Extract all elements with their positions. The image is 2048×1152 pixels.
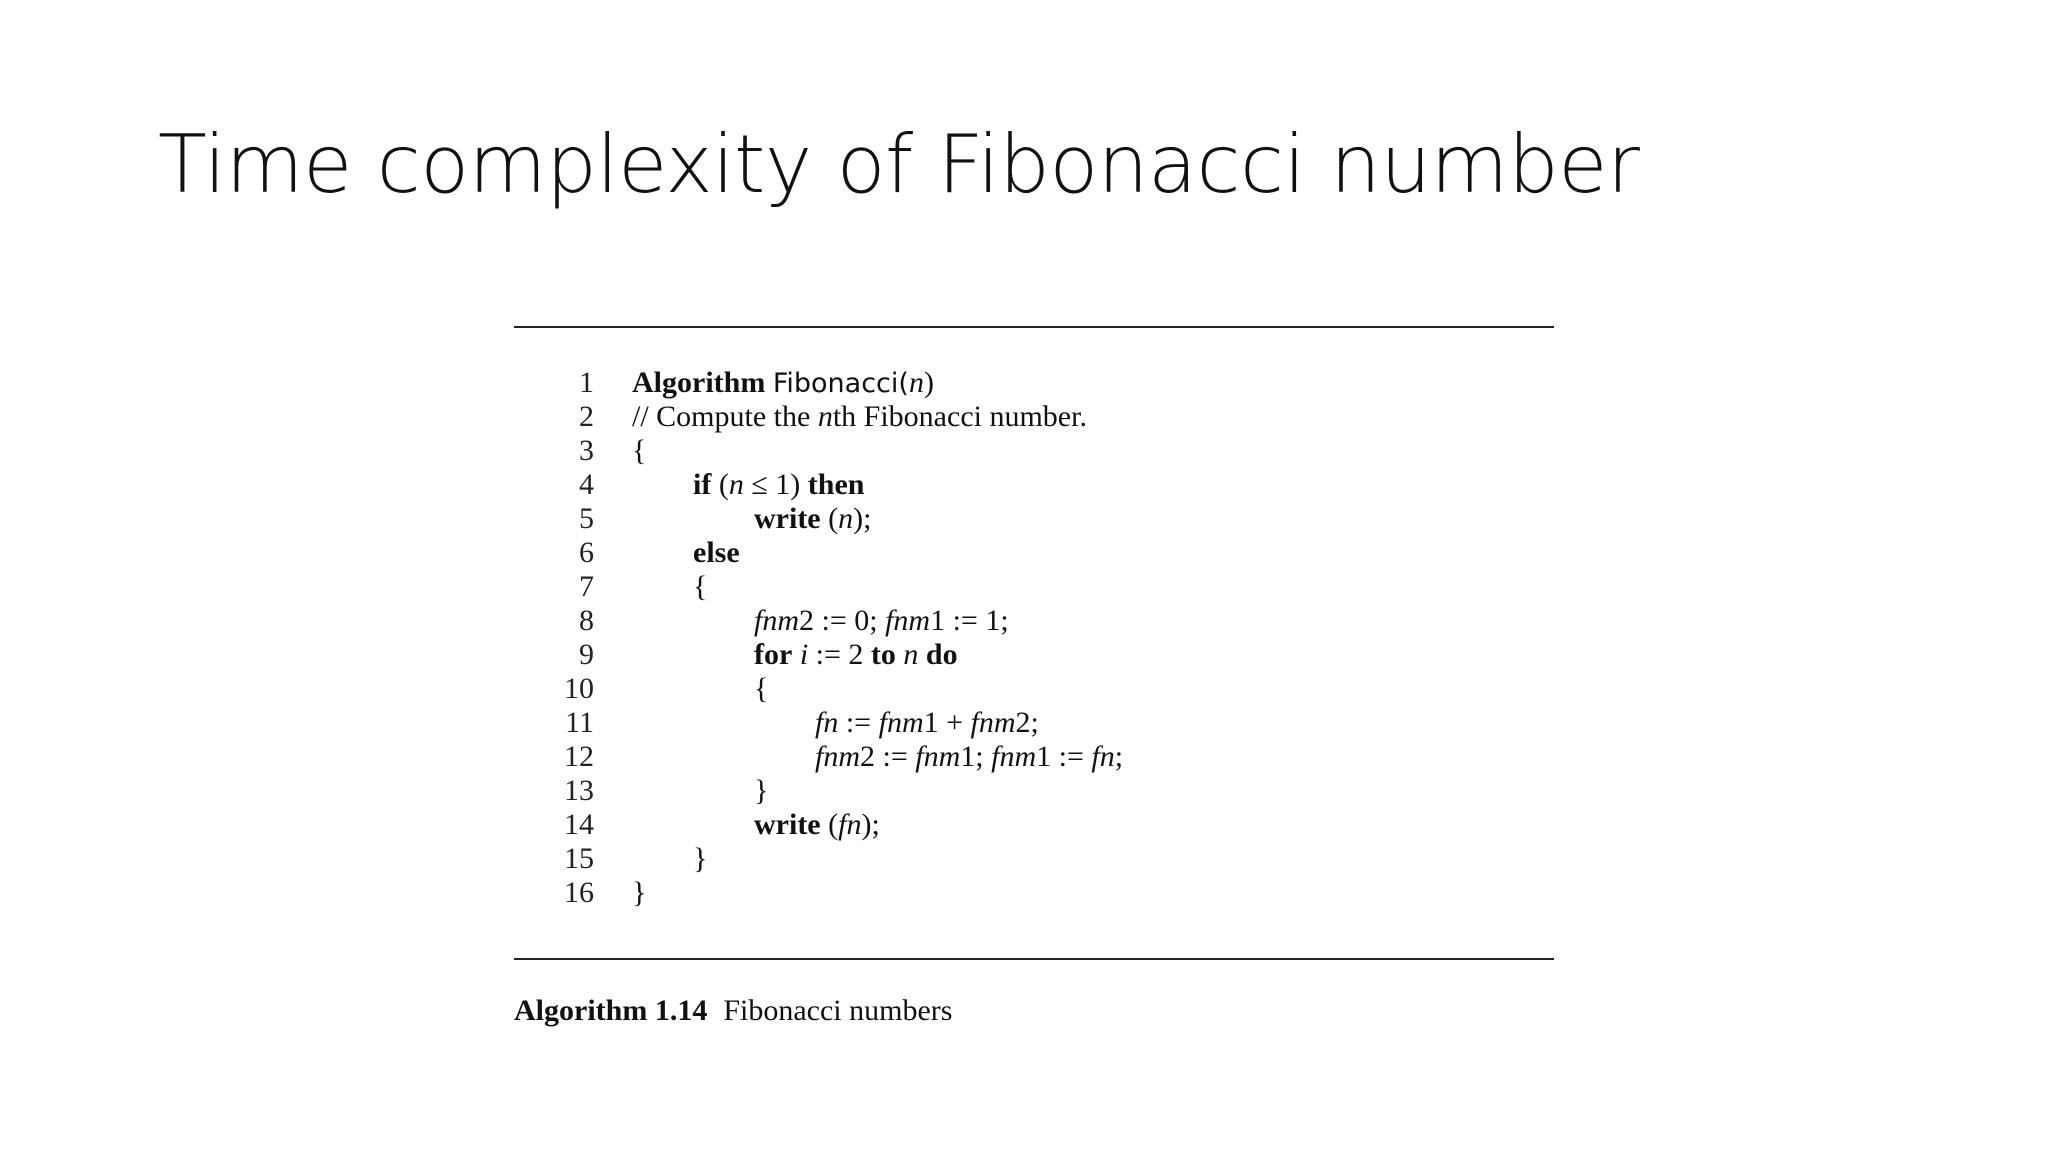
code-line: [514, 740, 1554, 774]
code-token: := 2: [808, 638, 871, 671]
code-token: [918, 638, 926, 671]
line-number: 4: [579, 468, 594, 501]
line-text: [632, 774, 768, 808]
code-token: 1 +: [923, 706, 971, 739]
code-token: i: [799, 638, 809, 671]
line-number: 2: [579, 400, 594, 433]
line-text: [632, 638, 958, 672]
line-number: 16: [564, 876, 594, 909]
code-token: :=: [838, 706, 879, 739]
line-number: 11: [565, 706, 594, 739]
line-number: 15: [564, 842, 594, 875]
code-line: [514, 570, 1554, 604]
line-text: [632, 536, 740, 570]
code-token: n: [728, 468, 744, 501]
code-line: [514, 400, 1554, 434]
line-number: 1: [579, 366, 594, 399]
bottom-rule: [514, 958, 1554, 960]
top-rule: [514, 326, 1554, 328]
code-line: [514, 434, 1554, 468]
line-text: [632, 434, 646, 468]
code-token: {: [754, 672, 769, 705]
code-token: then: [807, 468, 865, 501]
code-token: for: [754, 638, 793, 671]
code-token: }: [693, 842, 708, 875]
line-text: [632, 672, 768, 706]
line-text: [632, 808, 880, 842]
line-number: 6: [579, 536, 594, 569]
code-token: fn: [815, 706, 839, 739]
line-text: [632, 706, 1039, 740]
code-token: );: [861, 808, 880, 841]
code-token: n: [903, 638, 919, 671]
code-token: 1 := 1;: [930, 604, 1009, 637]
caption-label: Algorithm 1.14: [514, 994, 708, 1027]
code-token: write: [754, 502, 821, 535]
code-token: fn: [1091, 740, 1115, 773]
code-token: do: [925, 638, 958, 671]
code-token: ;: [1114, 740, 1124, 773]
line-text: [632, 400, 1087, 434]
line-text: [632, 876, 646, 910]
code-token: th Fibonacci number.: [832, 400, 1087, 433]
code-token: // Compute the: [632, 400, 818, 433]
code-token: n: [817, 400, 833, 433]
line-number: 10: [564, 672, 594, 705]
line-number: 14: [564, 808, 594, 841]
caption-text: Fibonacci numbers: [723, 994, 953, 1027]
code-line: [514, 706, 1554, 740]
code-token: else: [693, 536, 740, 569]
code-line: [514, 366, 1554, 400]
code-token: fn: [838, 808, 862, 841]
code-token: if: [693, 468, 712, 501]
code-line: [514, 672, 1554, 706]
code-line: [514, 774, 1554, 808]
algorithm-caption: [514, 994, 1554, 1028]
code-token: to: [870, 638, 896, 671]
code-token: fnm: [878, 706, 924, 739]
slide-title: Time complexity of Fibonacci number: [158, 118, 1640, 211]
code-token: n: [838, 502, 854, 535]
line-text: [632, 570, 707, 604]
line-text: [632, 502, 871, 536]
code-token: ): [923, 366, 934, 399]
code-line: [514, 638, 1554, 672]
code-token: Fibonacci(: [772, 368, 909, 399]
line-text: [632, 740, 1123, 774]
code-token: {: [693, 570, 708, 603]
code-token: (: [820, 808, 839, 841]
line-number: 13: [564, 774, 594, 807]
code-token: 2;: [1015, 706, 1039, 739]
algorithm-figure: [514, 326, 1554, 1028]
code-token: }: [632, 876, 647, 909]
line-text: [632, 842, 707, 876]
code-token: fnm: [815, 740, 860, 773]
line-number: 9: [579, 638, 594, 671]
code-token: (: [711, 468, 729, 501]
code-token: {: [632, 434, 647, 467]
code-token: fnm: [885, 604, 931, 637]
code-token: (: [820, 502, 839, 535]
code-line: [514, 842, 1554, 876]
line-number: 3: [579, 434, 594, 467]
line-text: [632, 366, 934, 400]
code-line: [514, 876, 1554, 910]
line-number: 5: [579, 502, 594, 535]
code-token: 1;: [960, 740, 992, 773]
line-number: 12: [564, 740, 594, 773]
line-text: [632, 468, 864, 502]
code-token: }: [754, 774, 769, 807]
code-token: fnm: [991, 740, 1037, 773]
code-line: [514, 604, 1554, 638]
code-token: Algorithm: [632, 366, 766, 399]
code-token: fnm: [970, 706, 1016, 739]
code-token: );: [853, 502, 872, 535]
code-token: fnm: [754, 604, 799, 637]
code-line: [514, 468, 1554, 502]
code-listing: [514, 366, 1554, 910]
code-line: [514, 502, 1554, 536]
code-token: 2 := 0;: [799, 604, 886, 637]
code-line: [514, 536, 1554, 570]
code-token: 1 :=: [1036, 740, 1092, 773]
line-number: 7: [579, 570, 594, 603]
code-token: write: [754, 808, 821, 841]
code-line: [514, 808, 1554, 842]
code-token: [792, 638, 800, 671]
line-number: 8: [579, 604, 594, 637]
code-token: 2 :=: [860, 740, 916, 773]
line-text: [632, 604, 1009, 638]
code-token: ≤ 1): [743, 468, 808, 501]
code-token: fnm: [915, 740, 961, 773]
code-token: n: [908, 366, 924, 399]
code-token: [765, 366, 773, 399]
